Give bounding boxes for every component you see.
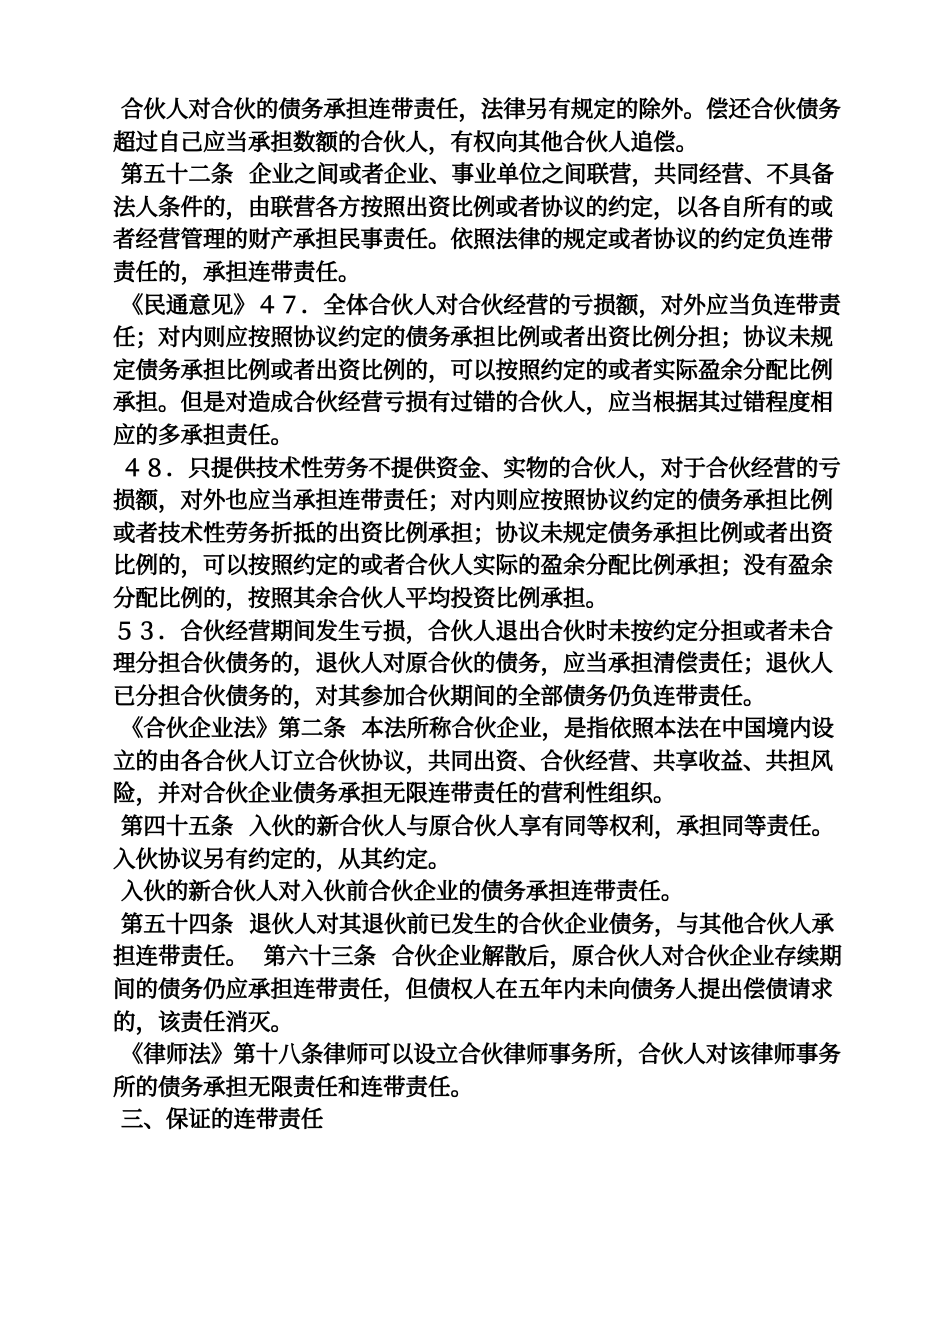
paragraph-partner-joint-liability: 合伙人对合伙的债务承担连带责任，法律另有规定的除外。偿还合伙债务超过自己应当承担数额的合伙人，有权向其他合伙人追偿。 xyxy=(113,97,841,156)
paragraph-lawyers-law-article-18: 《律师法》第十八条律师可以设立合伙律师事务所，合伙人对该律师事务所的债务承担无限责任和连带责任。 xyxy=(113,1042,841,1101)
section-heading-guarantee-liability: 三、保证的连带责任 xyxy=(113,1107,324,1134)
document-body xyxy=(113,94,843,1137)
paragraph-article-52: 第五十二条 企业之间或者企业、事业单位之间联营，共同经营、不具备法人条件的，由联营各方按照出资比例或者协议的约定，以各自所有的或者经营管理的财产承担民事责任。依照法律的规定或者协议的约定负连带责任的，承担连带责任。 xyxy=(113,162,835,286)
paragraph-partnership-law-article-2: 《合伙企业法》第二条 本法所称合伙企业，是指依照本法在中国境内设立的由各合伙人订立合伙协议，共同出资、合伙经营、共享收益、共担风险，并对合伙企业债务承担无限连带责任的营利性组织。 xyxy=(113,716,835,808)
paragraph-opinion-53: ５３．合伙经营期间发生亏损，合伙人退出合伙时未按约定分担或者未合理分担合伙债务的，退伙人对原合伙的债务，应当承担清偿责任；退伙人已分担合伙债务的，对其参加合伙期间的全部债务仍负连带责任。 xyxy=(113,618,834,710)
paragraph-new-partner-liability: 入伙的新合伙人对入伙前合伙企业的债务承担连带责任。 xyxy=(113,879,684,906)
paragraph-article-45: 第四十五条 入伙的新合伙人与原合伙人享有同等权利，承担同等责任。入伙协议另有约定的，从其约定。 xyxy=(113,814,835,873)
paragraph-article-54-63: 第五十四条 退伙人对其退伙前已发生的合伙企业债务，与其他合伙人承担连带责任。 第六十三条 合伙企业解散后，原合伙人对合伙企业存续期间的债务仍应承担连带责任，但债权人在五年内未向债务人提出偿债请求的，该责任消灭。 xyxy=(113,911,842,1036)
paragraph-opinion-48: ４８．只提供技术性劳务不提供资金、实物的合伙人，对于合伙经营的亏损额，对外也应当承担连带责任；对内则应按照协议约定的债务承担比例或者技术性劳务折抵的出资比例承担；协议未规定债务承担比例或者出资比例的，可以按照约定的或者合伙人实际的盈余分配比例承担；没有盈余分配比例的，按照其余合伙人平均投资比例承担。 xyxy=(113,455,841,612)
paragraph-opinion-47: 《民通意见》４７．全体合伙人对合伙经营的亏损额，对外应当负连带责任；对内则应按照协议约定的债务承担比例或者出资比例分担；协议未规定债务承担比例或者出资比例的，可以按照约定的或者实际盈余分配比例承担。但是对造成合伙经营亏损有过错的合伙人，应当根据其过错程度相应的多承担责任。 xyxy=(113,292,841,449)
